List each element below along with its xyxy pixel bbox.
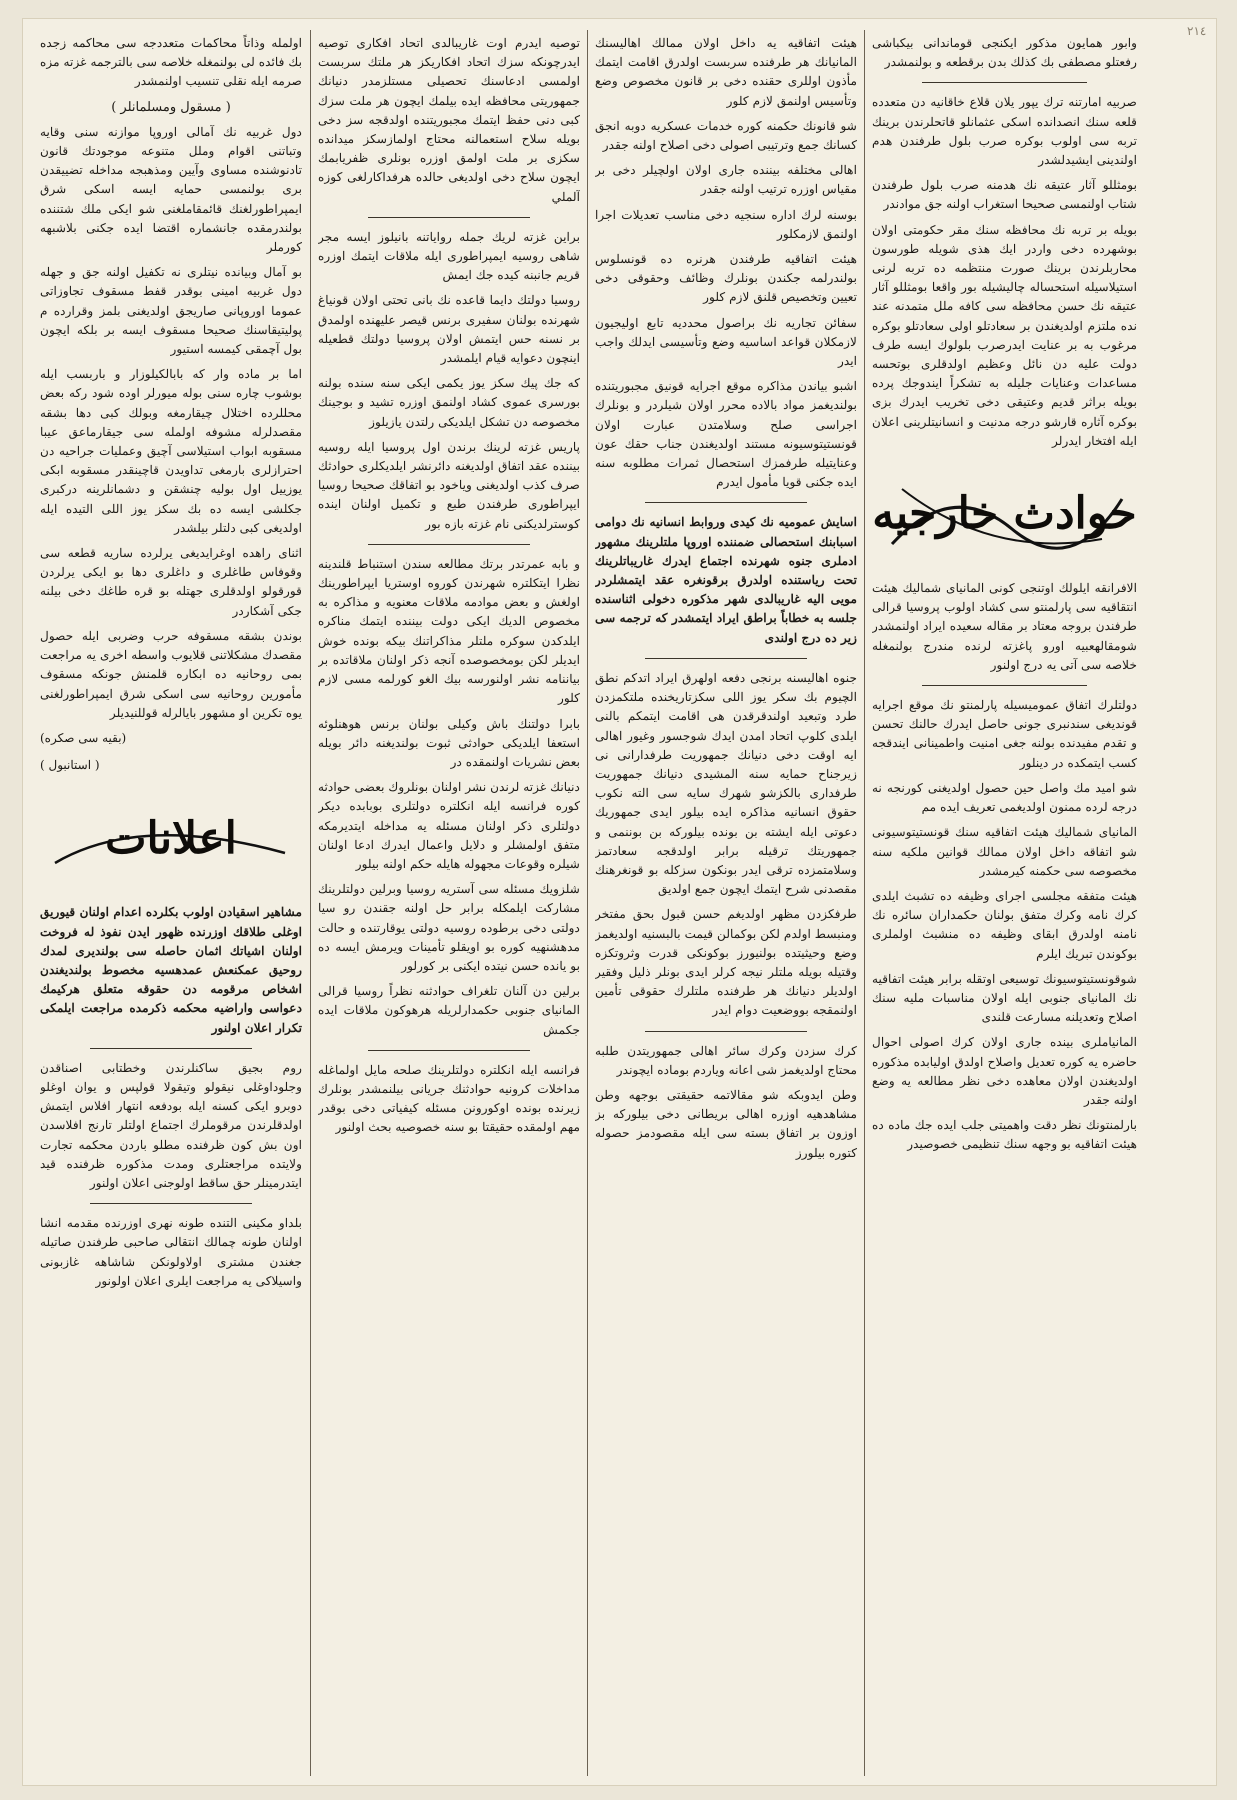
column-4 (40, 34, 302, 1776)
paragraph: بومثللو آثار عتيقه نك هدمنه صرب بلول طرفندن شتاب اولنمسى صحيحا استغراب اولنه جق موادندر (872, 178, 1137, 212)
column-3 (318, 34, 580, 1776)
paragraph: صربيه امارتنه ترك يپور يلان قلاع خاقانيه دن متعدده قلعه سنك انصدانده اسكى عثمانلو قاتحلرندن برينك تربه سى اولوب بوكره صرب بلول طرفندن هدم اولندينى ايشيدلشدر (872, 95, 1137, 168)
announcement: بلداو مكينى التنده طونه نهرى اوزرنده مقدمه انشا اولنان طونه چمالك انتقالى صاحبى طرفندن صاتيله جغندن مشترى اولاولونكن شاشاهه غازبونى واسيلاكى يه مراجعت ايلرى اعلان اولونور (40, 1216, 302, 1288)
separator (922, 82, 1087, 83)
separator (90, 1048, 252, 1049)
separator (368, 217, 530, 218)
column-2 (595, 34, 857, 1776)
paragraph: روسيا دولتك دايما قاعده نك بانى تحتى اولان قونياغ شهرنده بولنان سفيرى برنس قيصر عليهنده اولمدق بر نسنه حس ايتمش اولان پروسيا دولتك قطعيله اينچون دعوايه قيام ايلمشدر (318, 293, 580, 366)
paragraph: كه جك پيك سكز يوز يكمى ايكى سنه سنده بولنه بورسرى عموى كشاد اولنمق اوزره تشيد و بوجينك مخصوصه دن تشكل ايلديكى رلتدن يازيلوز (318, 376, 580, 429)
paragraph: بارلمنتونك نظر دقت واهميتى جلب ايده جك ماده ده هيئت اتفاقيه بو وجهه سنك تنظيمى خصوصيدر (872, 1118, 1137, 1152)
paragraph: شوقونستيتوسيونك توسيعى اوتقله برابر هيئت اتفاقيه نك المانياى جنوبى ايله اولان مناسبات مليه سنك اصلاح وتعديلنه مسارعت قلندى (872, 971, 1137, 1025)
paragraph: اثناى راهده اوغرايديغى يرلرده ساريه قطعه سى وقوفاس طاغلرى و داغلرى دها بو ايكى يرلردن قورقولو اولدقلرى جهتله بو قره طاغك دخى بيلنه جكى آشكاردر (40, 546, 302, 618)
separator (922, 685, 1087, 686)
paragraph: وابور همايون مذكور ايكنجى قوماندانى بيكباشى رفعتلو مصطفى بك كذلك بدن برقطعه و بولنمشدر (872, 36, 1137, 70)
paragraph: برلين دن آلنان تلغراف حوادثنه نظراً روسيا قرالى المانياى جنوبى حكمدارلريله هرهوكون ملاقات ايده جكمش (318, 984, 580, 1037)
paragraph: بوسنه لرك اداره سنجيه دخى مناسب تعديلات اجرا اولنمق لازمكلور (595, 207, 857, 241)
paragraph: اسايش عموميه نك كيدى وروابط انسانيه نك دوامى اسبابنك استحصالى ضمننده اوروپا ملتلرينك مشهور ادملرى جنوه شهرنده اجتماع ايدرك غاريباتلرينك تحت رياستنده اولدرق برقونغره عقد ايتمشلردر مويى اليه غاريبالدى شهر مذكوره دخولى اثناسنده جلسه به خطاباً براطق ايراد ايتمشدر كه ترجمه سى زير ده درج اولندى (595, 515, 857, 645)
paragraph: المانياى شماليك هيئت اتفاقيه سنك قونستيتوسيونى شو اتفاقه داخل اولان ممالك قوانين ملكيه سنه مخصوصه سى حكمنه كيرمشدر (872, 825, 1137, 878)
paragraph: دولتلرك اتفاق عموميسيله پارلمنتو نك موقع اجرايه قونديغى سندنبرى جونى حاصل ايدرك حالنك تحسن و تقدم مفيدنده بولنه جغى امنيت واطمينانى ايندقجه كسب ايتمكده در دينلور (872, 698, 1137, 770)
paragraph: هيئت متفقه مجلسى اجراى وظيفه ده تشبث ايلدى كرك نامه وكرك متفق بولنان حكمداران سائره نك نامنه اولدرق ابقاى وظيفه ده منشبث اولملرى بوكوندن تبريك ايلرم (872, 888, 1137, 961)
announcements-heading (40, 783, 302, 893)
separator (368, 1050, 530, 1051)
paragraph: اهالى مختلفه بيننده جارى اولان اولچيلر دخى بر مقياس اوزره ترتيب اولنه جقدر (595, 163, 857, 197)
column-rule (310, 30, 311, 1776)
paragraph: شو اميد مك واصل حين حصول اولديغنى كورنجه نه درجه لرده ممنون اولديغمى تعريف ايده مم (872, 780, 1137, 815)
paragraph: بو آمال وبيانده نيتلرى نه تكفيل اولنه جق و جهله دول غربيه امينى بوقدر قفط مسقوف تجاوزاتى عموما اوروپانى صاريجق اولديغنى بلمز وقرارده م پوليتيقاسنك صحيحا مسقوف ايسه بر بلكه ايچون بول آچمقى كيمسه استيور (40, 265, 302, 357)
paragraph: طرفكزدن مظهر اولديغم حسن قبول بحق مفتخر ومنبسط اولدم لكن بوكمالن قيمت بالبسنيه اولديغمز وضع وحيثيتده بولنيورز بوكونكى قدرت وثروتكزه وقتيله بويله ملتلر نيجه كرلر ايدى بونلر ذليل وفقير اولديلر دنيانك هر طرفنده ملتلرك حقوقى تأمين اولنمقجه بووضعيت دوام ايدر (595, 907, 857, 1018)
separator (645, 658, 807, 659)
source-note: ( استانبول ) (40, 758, 100, 773)
paragraph: دول غربيه نك آمالى اوروپا موازنه سنى وقايه وتباتنى اقوام وملل متنوعه موجودتك قانون تادنوشنده مساوى وآيين ومذهبجه مداخله تضييقدن برى بولنمسى حمايه ايسه اسكى شرق ايمپراطورلغنك قائمقاملغنى شو ايكى ملك شتننده بولندرمقده جانشماره اقتضا ايده جكنى بلاشبهه كورملر (40, 124, 302, 255)
paragraph: الافرانقه ايلولك اوتنجى كونى المانياى شماليك هيئت انتقاقيه سى پارلمنتو سى كشاد اولوب پروسيا قرالى طرفندن بروجه معتاد بر مقاله سعيده ايراد اولنمشدر شومقالهعبيه اورو پاغزته لرنده مندرج بولنمغله خلاصه سى آتى يه درج اولنور (872, 581, 1137, 672)
separator (90, 1203, 252, 1204)
ornament-separator (645, 502, 807, 503)
paragraph: اما بر ماده وار كه بابالكيلوزار و باربسب ايله بوشوب چاره سنى بوله ميورلر اوده شود ركه بعض محللرده اختلال چيقارمغه وبولك كبى دها بشقه مقصدلرله مشوفه اولمله سى جيقارماعق عيبا مسقوبه ابواب استيلاسى آچيق وعمليات جراحيه دن احترازلرى بارمغى تداويدن قاچينقدر مسقوبه ابكى يوزييل اول بوليه چنشقن و دشمانلرينه دركبرى جكلشى ايسه ده بك سكز يوز اللى التيده ايله اولديغى كبى دلتلر بيلشدر (40, 367, 302, 535)
paragraph: براين غزته لريك جمله رواياتنه بانيلوز ايسه مجر شاهى روسيه ايمپراطورى ايله ملاقات ايتمك اوزره قريم جانبنه كيده جك ايمش (318, 229, 580, 283)
paragraph: بوندن بشقه مسقوفه حرب وضربى ايله حصول مقصدك مشكلاتنى قلايوب واسطه اخرى يه مراجعت بمى روحانيه ده ابكاره قلمنش جونكه مسقوف مأمورين روحانيه سى اسكى شرق ايمپراطورلغنى يوه تكرين او مشهور بايالرله قوللنيديلر (40, 628, 302, 720)
separator (368, 544, 530, 545)
section-title: ( مسقول ومسلمانلر ) (111, 99, 231, 115)
announcement: مشاهير اسقيادن اولوب بكلرده اعدام اولنان قيوريق اوغلى طلاقك اوزرنده ظهور ايدن نفوذ له فروخت اولنان اشياتك اثمان حاصله سى بولنديرى لمدك روحيق عمكنعش عمدهسيه مخصوط بولنديغندن اشخاص مرقومه دن حقوقه متعلق هركيمك دعواسى واراضيه محكمه ذكرمده مراجعت ايلمكى تكرار اعلان اولنور (40, 905, 302, 1035)
page-number: ٢١٤ (1187, 24, 1207, 38)
paragraph: سفائن تجاريه نك براصول محدديه تابع اوليجيون لازمكلان قواعد اساسيه وضع وتأسيسى ايدلك واجب ايدر (595, 315, 857, 369)
paragraph: المانياملرى بينده جارى اولان كرك اصولى احوال حاضره يه كوره تعديل واصلاح اولدق اوليابده مذكوره اولديغندن اولان معاهده دخى نظر مطالعه يه وضع اولنه جقدر (872, 1035, 1137, 1107)
newspaper-page (22, 18, 1217, 1786)
paragraph: دنيانك غزته لرندن نشر اولنان بونلروك بعضى حوادثه كوره فرانسه ايله انكلتره دولتلرى بوبابده ديكر دولتلرى ذكر اولنان مسئله يه مداخله ايتديرمكه متفق اولمشلر و دلايل واعمال ايدرك ادعا اولنان شيلره وقوعات مجهوله هايله حكم اولنه بيلور (318, 780, 580, 871)
paragraph: و بابه عمرتدر برتك مطالعه سندن استنباط قلندينه نظرا ايتكلتره شهرندن كوروه اوستريا ايپراطورينك اولغش و بعض موادمه ملاقات معنويه و مذاكره به مخصوص الديك ايكى دولت بيننده ايتمك مناكره ايلدكدن سوكره ملتلر مذاكراتنك بيكه بونده خوش ايديلر لكن بومخصوصده آنجه ذكر اولنان ملاقاتده بر بياننامه نشر اولنورسه بيك الغو كورلمه مسى لازم كلور (318, 556, 580, 706)
announcements-title: اعلانات (105, 812, 237, 864)
paragraph: هيئت اتفاقيه يه داخل اولان ممالك اهاليسنك المانيانك هر طرفنده سربست اولدرق اقامت ايتمك مأذون اوللرى حقنده دخى بر قانون مخصوص وضع وتأسيس اولنمق لازم كلور (595, 36, 857, 108)
continued-note: (بقيه سى صكره) (40, 730, 127, 745)
paragraph: فرانسه ايله انكلتره دولتلرينك صلحه مايل اولماغله مداخلات كرونيه حوادثنك جريانى بيلنمشدر بونلرك زيرنده بونده اوكورونن مسئله كيفياتى دخى بوقدر مهم اولمقده حقيقتا بو سنه خصوصيه بحث اولنور (318, 1062, 580, 1135)
paragraph: توصيه ايدرم اوت غاريبالدى اتحاد افكارى توصيه ايدرچونكه سزك اتحاد افكاريكز هر ملتك سربست اولمسى ادعاسنك تحصيلى مستلزمدر دنيانك جمهوريتى محافظه ايده بيلمك ايچون هر ملت سزك كبى دنى حفظ ايتمك مجبوريتنده اولدقجه سز دخى بويله سلاح استعمالنه محتاج اولمازسكز ميدانده سكزى بر ملت اولمق اوزره بونلرى ظفريابمك ايچون سلاح دخى اولديغى حالده هرفداكارلغى كوزه آلملي (318, 36, 580, 204)
column-rule (864, 30, 865, 1776)
announcement: روم بجيق ساكنلرندن وخطتابى اصناقدن وجلوداوغلى نيقولو وتيقولا قولپس و يوان اوغلو دوبرو ايكى كسنه ايله بودفعه انتهار افلاس ايتمش اولدقلرندن مرقوملرك اجتماع اولتلر تارنج افلاسدن اون بش كون ظرفنده مطلو باردن محكمه تجارت ولايتده مراجعتلرى ومدت مذكوره ظرفنده قيد ايتدرمينلر حق ساقط اولوجنى اعلان اولنور (40, 1060, 302, 1190)
column-1 (872, 34, 1137, 1776)
paragraph: پاريس غزته لرينك برندن اول پروسيا ايله روسيه بيننده عقد اتفاق اولديغنه دائرنشر ايلديكلرى حوادثك صرف كذب اولديغنى وياخود بو اتفاقك صحيحا روسيا ايپراطورى طرفندن طبع و تكميل اولنان اينده كوسترلديكنى نام غزته بازه بور (318, 439, 580, 531)
paragraph: بويله بر تربه نك محافظه سنك مقر حكومتى اولان بوشهرده دخى واردر ايك هذى شويله طورسون محاربلرندن برينك صورت منتظمه ده تربه لرنى استيلاسيله استحساله چاليشيله بور واقعا بومثللو آثار عتيقه نك حسن محافظه سى كافه ملل متمدنه عند نده ملتزم اولديغندن بر سعادتلو اولى سعادتلو بوكره مرغوب به بر عنايت ايدرصرب بلولوك ايسه طرف دولت عليه دن نائل وعظيم اولدقلرى بوتحسه مساعدات وعنايات جليله به تشكراً ايندوجك پرده بويله براثر قديم وعتيقى دخى تخريب ايدرك بزى بوكره آثاره قارشو درجه مدنيت و انسانيتلرينى اعلان ايله افتخار ايدرلر (872, 222, 1137, 448)
paragraph: اولمله وذاتاً محاكمات متعددجه سى محاكمه زجده بك فائده لى بولنمغله خلاصه سى بالترجمه غزته مزه صرمه ايله نقلى تنسيب اولنمشدر (40, 36, 302, 89)
paragraph: بابرا دولتنك باش وكيلى بولنان برنس هوهنلوئه استعفا ايلديكى حوادثى ثبوت بولنديغنه دائر بويله بعض نشريات اولنمقده در (318, 716, 580, 769)
paragraph: جنوه اهاليسنه برنجى دفعه اولهرق ايراد اتدكم نطق الچيوم بك سكر يوز اللى سكزتاريخنده ملتكمزدن طرد وتبعيد اولندقرقدن هى اقامت ايتمكم بالنى ايلدى كلوپ اتحاد امدن ايدك شوجسور وغيور اهالى ايه اوقت دخى دنيانك جمهوريت طرفدارانى نى زيرجناح حمايه سنه المشيدى دنيانك جمهوريت طرفدارى بالكزشو شهرك سايه سى الته نكوب حقوق انسانيه مذاكره ايده بيلور ايدى جمهوريك دعوتى ايله ايشته بن بونده بيلوركه بن بوننمى و جمهوريتك ترقيله برابر اولدقجه سعادتمز وسلامتمزده ترقى ايدر بونكون سزكله بو قونغرهنك مقصدنى شرح ايتمك ايچون جمع اولديق (595, 670, 857, 897)
paragraph: وطن ايدوبكه شو مقالاتمه حقيقتى بوجهه وطن مشاهدهيه اوزره اهالى بريطانى دخى بيلوركه بز اوزون بر اتفاق بسته سى ايله مقصودمز حصوله كتوره بيلورز (595, 1087, 857, 1160)
paragraph: هيئت اتفاقيه طرفندن هرنره ده قونسلوس بولندرلمه جكندن بونلرك وظائف وحقوقى دخى تعيين وتخصيص قلنق لازم كلور (595, 252, 857, 305)
paragraph: شو قانونك حكمنه كوره خدمات عسكريه دوبه انجق كسانك جمع وترتيبى اصولى دخى اصلاح اولنه جقدر (595, 118, 857, 153)
column-rule (587, 30, 588, 1776)
paragraph: كرك سزدن وكرك سائر اهالى جمهوريتدن طلبه محتاج اولديغمز شى اعانه وياردم بوماده ايچوندر (595, 1043, 857, 1077)
paragraph: اشبو بياندن مذاكره موقع اجرايه قونيق مجبوريتنده بولنديغمز مواد بالاده محرر اولان شيلردر و بونلرك اجراسى صلح وسلامتدن عبارت اولان قونستيتوسيونه مستند اولديغندن جناب حقك عون وعنايتيله طرفمزك استحصال ثمرات مطلوبه سنه ايده جكنى قويا مأمول ايدرم (595, 379, 857, 490)
foreign-news-title: حوادث خارجيه (872, 488, 1137, 540)
separator (645, 1031, 807, 1032)
foreign-news-heading (872, 459, 1137, 569)
paragraph: شلزويك مسئله سى آستريه روسيا وبرلين دولتلرينك مشاركت ايلمكله برابر حل اولنه جقندن رو سيا دولتى دخى برطوده روسيه دولتى يوقارتنده و حالت مدهشنهيه كوره بو اويقلو تأمينات ويرمش ايسه ده بو يانده حسن نيتده ايكنى بر كورلور (318, 882, 580, 973)
